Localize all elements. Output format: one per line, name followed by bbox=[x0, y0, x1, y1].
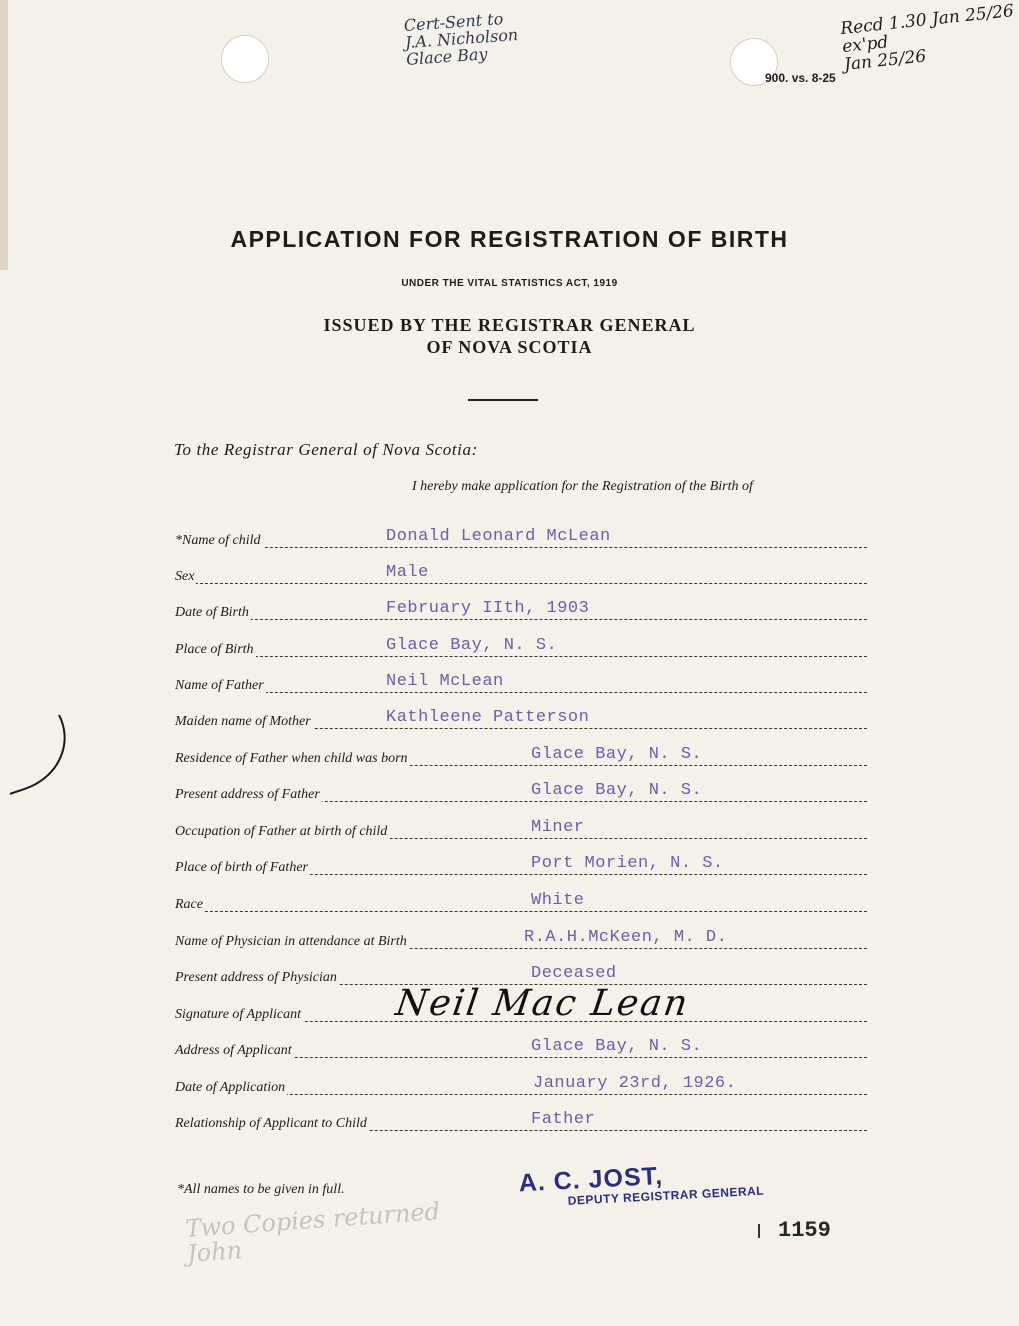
field-value: R.A.H.McKeen, M. D. bbox=[524, 928, 728, 947]
field-place-of-birth bbox=[175, 634, 867, 657]
field-race bbox=[175, 889, 867, 912]
field-label: Date of Birth bbox=[175, 605, 249, 620]
issuer-line-1: ISSUED BY THE REGISTRAR GENERAL bbox=[323, 315, 696, 335]
field-value: Glace Bay, N. S. bbox=[386, 636, 558, 655]
field-label: Race bbox=[175, 897, 203, 912]
document-subtitle: UNDER THE VITAL STATISTICS ACT, 1919 bbox=[401, 278, 618, 289]
field-value: Father bbox=[531, 1110, 596, 1129]
field-child-name bbox=[175, 525, 867, 548]
field-value: Male bbox=[386, 563, 429, 582]
field-label: Occupation of Father at birth of child bbox=[175, 824, 388, 839]
field-value: Glace Bay, N. S. bbox=[531, 745, 703, 764]
field-value: Neil McLean bbox=[386, 672, 504, 691]
field-value: February IIth, 1903 bbox=[386, 599, 590, 618]
punch-hole-left bbox=[221, 35, 269, 83]
issuer-line-2: OF NOVA SCOTIA bbox=[426, 337, 593, 357]
footnote: *All names to be given in full. bbox=[177, 1182, 345, 1197]
field-father-name bbox=[175, 670, 867, 693]
field-value: Port Morien, N. S. bbox=[531, 854, 724, 873]
form-number: 900. vs. 8-25 bbox=[765, 71, 836, 85]
field-label: Present address of Physician bbox=[175, 970, 337, 985]
field-label: Signature of Applicant bbox=[175, 1007, 301, 1022]
field-father-occupation bbox=[175, 816, 867, 839]
field-mother-maiden-name bbox=[175, 706, 867, 729]
salutation: To the Registrar General of Nova Scotia: bbox=[174, 440, 478, 459]
field-label: Name of Physician in attendance at Birth bbox=[175, 934, 407, 949]
field-label: Date of Application bbox=[175, 1080, 286, 1095]
field-relationship bbox=[175, 1108, 867, 1131]
field-value: Glace Bay, N. S. bbox=[531, 1037, 703, 1056]
field-physician-name bbox=[175, 926, 867, 949]
applicant-signature: Neil Mac Lean bbox=[393, 983, 692, 1024]
field-value: Donald Leonard McLean bbox=[386, 527, 611, 546]
intro-text: I hereby make application for the Registration of the Birth of bbox=[412, 479, 753, 494]
field-label: Relationship of Applicant to Child bbox=[175, 1116, 367, 1131]
field-value: White bbox=[531, 891, 585, 910]
title-divider bbox=[468, 399, 538, 401]
document-title: APPLICATION FOR REGISTRATION OF BIRTH bbox=[230, 226, 789, 252]
field-value: Miner bbox=[531, 818, 585, 837]
field-label: Sex bbox=[175, 569, 195, 584]
stamp-name: A. C. JOST, bbox=[518, 1161, 664, 1198]
field-physician-address bbox=[175, 962, 867, 985]
issuer-block bbox=[0, 314, 1019, 358]
registration-tick-mark bbox=[758, 1224, 760, 1238]
handwritten-note-top-left: Cert-Sent to J.A. Nicholson Glace Bay bbox=[403, 9, 519, 69]
field-label: *Name of child bbox=[175, 533, 261, 548]
field-value: Glace Bay, N. S. bbox=[531, 781, 703, 800]
field-value: Deceased bbox=[531, 964, 617, 983]
field-applicant-address bbox=[175, 1035, 867, 1058]
registrar-stamp bbox=[518, 1157, 764, 1211]
field-label: Place of birth of Father bbox=[175, 860, 308, 875]
field-father-residence bbox=[175, 743, 867, 766]
field-date-of-birth bbox=[175, 597, 867, 620]
field-label: Address of Applicant bbox=[175, 1043, 292, 1058]
field-father-present-address bbox=[175, 779, 867, 802]
field-value: January 23rd, 1926. bbox=[533, 1074, 737, 1093]
field-label: Residence of Father when child was born bbox=[175, 751, 408, 766]
faint-handwritten-note: Two Copies returned John bbox=[184, 1197, 441, 1269]
field-label: Name of Father bbox=[175, 678, 264, 693]
field-label: Maiden name of Mother bbox=[175, 714, 311, 729]
field-label: Present address of Father bbox=[175, 787, 320, 802]
registration-number: 1159 bbox=[778, 1218, 831, 1243]
field-label: Place of Birth bbox=[175, 642, 254, 657]
field-application-date bbox=[175, 1072, 867, 1095]
stamp-title: DEPUTY REGISTRAR GENERAL bbox=[567, 1183, 765, 1208]
field-value: Kathleene Patterson bbox=[386, 708, 590, 727]
handwritten-note-top-right: Recd 1.30 Jan 25/26 ex'pd Jan 25/26 bbox=[839, 1, 1015, 75]
field-sex bbox=[175, 561, 867, 584]
margin-pen-stroke bbox=[4, 710, 74, 810]
field-father-birthplace bbox=[175, 852, 867, 875]
